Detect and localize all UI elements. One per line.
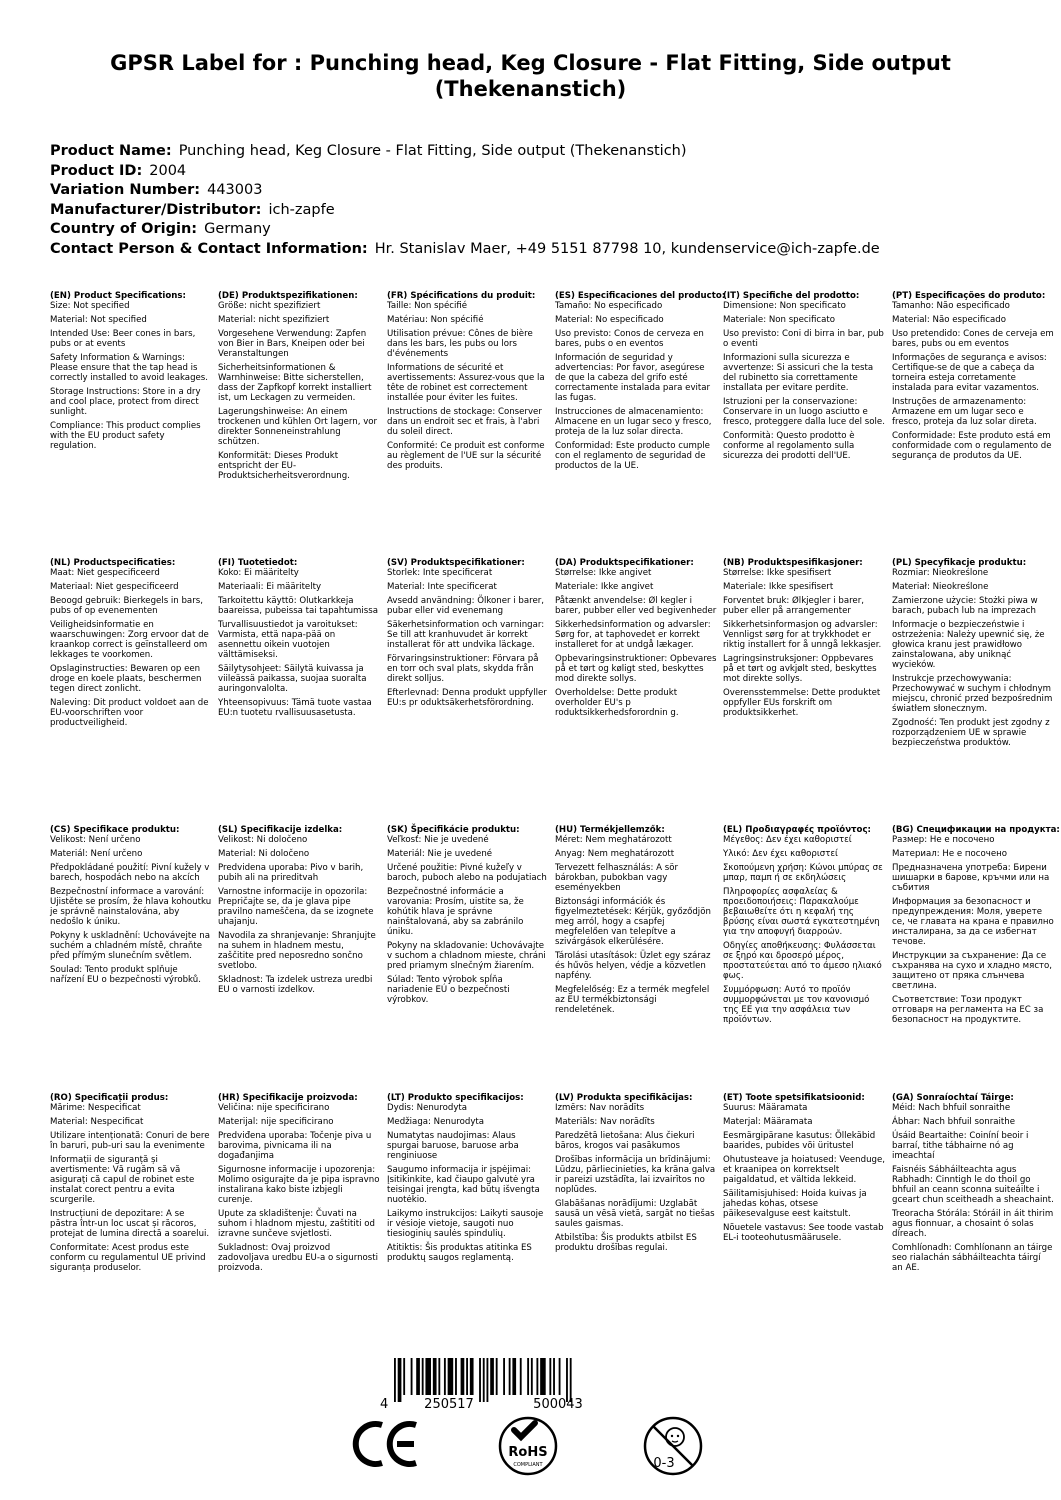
field-label: Country of Origin: bbox=[50, 221, 198, 237]
age-label: 0-3 bbox=[653, 1456, 675, 1471]
spec-block bbox=[387, 558, 549, 712]
barcode-bars bbox=[394, 1358, 572, 1402]
barcode-bar bbox=[444, 1358, 446, 1395]
spec-block-line: Påtænkt anvendelse: Øl kegler i barer, pubber eller ved begivenheder bbox=[555, 596, 717, 616]
spec-block-line: Matériau: Non spécifié bbox=[387, 315, 484, 325]
rohs-compliant-label: COMPLIANT bbox=[513, 1462, 543, 1468]
spec-block-line: Съответствие: Този продукт отговаря на регламента на ЕС за безопасност на продуктите. bbox=[892, 995, 1044, 1025]
barcode-bar bbox=[398, 1358, 402, 1402]
spec-block-line: Materiaal: Niet gespecificeerd bbox=[50, 582, 179, 592]
spec-block-heading: (EN) Product Specifications: bbox=[50, 291, 186, 301]
spec-block bbox=[218, 825, 380, 999]
spec-block-line: Dimensione: Non specificato bbox=[723, 301, 846, 311]
barcode-bar bbox=[433, 1358, 437, 1395]
spec-block-line: Material: No especificado bbox=[555, 315, 664, 325]
spec-block-heading: (FI) Tuotetiedot: bbox=[218, 558, 298, 568]
spec-block-line: Safety Information & Warnings: Please ensure that the tap head is correctly installed to avoid leakages. bbox=[50, 353, 209, 383]
spec-block-line: Compliance: This product complies with the EU product safety regulation. bbox=[50, 421, 201, 451]
barcode-bar bbox=[422, 1358, 424, 1395]
product-id-row bbox=[50, 162, 1010, 182]
spec-block-line: Οδηγίες αποθήκευσης: Φυλάσσεται σε ξηρό και δροσερό μέρος, προστατεύεται από το άμεσο ηλιακό φως. bbox=[723, 941, 882, 981]
barcode-bar bbox=[509, 1358, 511, 1395]
barcode-bar bbox=[487, 1358, 489, 1402]
spec-block bbox=[723, 558, 885, 722]
variation-number-value: 443003 bbox=[207, 182, 263, 198]
spec-block-heading: (DA) Produktspecifikationer: bbox=[555, 558, 694, 568]
spec-block-line: Paredzētā lietošana: Alus čiekuri bāros, krogos vai pasākumos bbox=[555, 1131, 695, 1151]
spec-block bbox=[892, 1093, 1054, 1277]
spec-block-line: Materiál: Není určeno bbox=[50, 849, 143, 859]
spec-block-heading: (LV) Produkta specifikācijas: bbox=[555, 1093, 693, 1103]
spec-block-line: Koko: Ei määritelty bbox=[218, 568, 299, 578]
spec-block bbox=[555, 1093, 717, 1257]
spec-block-line: Material: nicht spezifiziert bbox=[218, 315, 330, 325]
spec-block-line: Saugumo informacija ir įspėjimai: Įsitikinkite, kad čiaupo galvutė yra teisingai įrengta, kad būtų išvengta nuotėkio. bbox=[387, 1165, 540, 1205]
product-name-value: Punching head, Keg Closure - Flat Fitting, Side output (Thekenanstich) bbox=[178, 143, 687, 159]
spec-block bbox=[555, 291, 726, 475]
spec-block-line: Yhteensopivuus: Tämä tuote vastaa EU:n tuotetu rvallisuusasetusta. bbox=[218, 698, 372, 718]
spec-block-line: Numatytas naudojimas: Alaus spurgai baruose, baruose arba renginiuose bbox=[387, 1131, 519, 1161]
spec-block-line: Materiāls: Nav norādīts bbox=[555, 1117, 655, 1127]
spec-block-line: Soulad: Tento produkt splňuje nařízení EU o bezpečnosti výrobků. bbox=[50, 965, 201, 985]
spec-block-line: Pokyny k uskladnění: Uchovávejte na suchém a chladném místě, chraňte před přímým slunečním světlem. bbox=[50, 931, 210, 961]
barcode-bar bbox=[479, 1358, 481, 1402]
ce-mark bbox=[352, 1415, 422, 1477]
spec-block-line: Materijal: nije specificirano bbox=[218, 1117, 334, 1127]
spec-block-heading: (HR) Specifikacije proizvoda: bbox=[218, 1093, 358, 1103]
spec-block-line: Materiaali: Ei määritelty bbox=[218, 582, 322, 592]
barcode-bar bbox=[531, 1358, 533, 1395]
product-info bbox=[50, 142, 1010, 259]
barcode-bar bbox=[466, 1358, 468, 1395]
spec-block-line: Uso previsto: Conos de cerveza en bares, pubs o en eventos bbox=[555, 329, 704, 349]
barcode-digits-right: 500043 bbox=[533, 1397, 583, 1412]
rohs-mark bbox=[497, 1415, 559, 1481]
spec-block-heading: (ET) Toote spetsifikatsioonid: bbox=[723, 1093, 865, 1103]
country-row bbox=[50, 220, 1010, 240]
spec-block-heading: (NB) Produktspesifikasjoner: bbox=[723, 558, 863, 568]
spec-block-line: Μέγεθος: Δεν έχει καθοριστεί bbox=[723, 835, 852, 845]
spec-block-line: Navodila za shranjevanje: Shranjujte na suhem in hladnem mestu, zaščitite pred neposredno sončno svetlobo. bbox=[218, 931, 376, 971]
spec-block-heading: (RO) Specificații produs: bbox=[50, 1093, 169, 1103]
spec-block-line: Taille: Non spécifié bbox=[387, 301, 468, 311]
spec-block-line: Materiale: Ikke spesifisert bbox=[723, 582, 834, 592]
spec-block-heading: (IT) Specifiche del prodotto: bbox=[723, 291, 860, 301]
spec-block bbox=[50, 1093, 212, 1277]
spec-block-line: Zamierzone użycie: Stożki piwa w barach, pubach lub na imprezach bbox=[892, 596, 1038, 616]
spec-block-line: Drošības informācija un brīdinājumi: Lūdzu, pārliecinieties, ka krāna galva ir pareizi uzstādīta, lai izvairītos no noplūdes. bbox=[555, 1155, 716, 1195]
spec-block-line: Информация за безопасност и предупреждения: Моля, уверете се, че главата на крана е правилно инсталирана, за да се избегнат течове. bbox=[892, 897, 1054, 947]
spec-block-heading: (BG) Спецификации на продукта: bbox=[892, 825, 1060, 835]
spec-block-line: Säilitamisjuhised: Hoida kuivas ja jahedas kohas, otsese päikesevalguse eest kaitstult. bbox=[723, 1189, 867, 1219]
spec-block-line: Ábhar: Nach bhfuil sonraithe bbox=[892, 1117, 1016, 1127]
barcode-bar bbox=[448, 1358, 454, 1395]
spec-block-line: Ohutusteave ja hoiatused: Veenduge, et kraanipea on korrektselt paigaldatud, et vältida lekkeid. bbox=[723, 1155, 885, 1185]
spec-block-line: Overholdelse: Dette produkt overholder EU's p roduktsikkerhedsforordnin g. bbox=[555, 688, 679, 718]
rohs-icon bbox=[497, 1415, 559, 1477]
spec-block-line: Tamanho: Não especificado bbox=[892, 301, 1010, 311]
barcode-bar bbox=[520, 1358, 522, 1395]
spec-block-heading: (GA) Sonraíochtaí Táirge: bbox=[892, 1093, 1014, 1103]
spec-block-line: Tárolási utasítások: Üzlet egy száraz és hűvös helyen, védje a közvetlen napfény. bbox=[555, 951, 711, 981]
barcode-bar bbox=[411, 1358, 413, 1395]
barcode-bar bbox=[503, 1358, 505, 1395]
spec-block-line: Säkerhetsinformation och varningar: Se till att kranhuvudet är korrekt installerat för att undvika läckage. bbox=[387, 620, 545, 650]
spec-block-line: Información de seguridad y advertencias: Por favor, asegúrese de que la cabeza del grifo esté correctamente instalada para evitar las fugas. bbox=[555, 353, 711, 403]
barcode-bar bbox=[416, 1358, 420, 1395]
spec-block-line: Tarkoitettu käyttö: Olutkarkkeja baareissa, pubeissa tai tapahtumissa bbox=[218, 596, 379, 616]
spec-block-line: Uso previsto: Coni di birra in bar, pub o eventi bbox=[723, 329, 884, 349]
barcode-digit-first: 4 bbox=[380, 1397, 389, 1412]
spec-block-line: Bezpečnostné informácie a varovania: Prosím, uistite sa, že kohútik hlava je správne nainštalovaná, aby sa zabránilo úniku. bbox=[387, 887, 524, 937]
spec-block-line: Informações de segurança e avisos: Certifique-se de que a cabeça da torneira esteja corretamente instalada para evitar vazamentos. bbox=[892, 353, 1047, 393]
spec-block-line: Dydis: Nenurodyta bbox=[387, 1103, 468, 1113]
barcode-bar bbox=[553, 1358, 555, 1395]
product-name-row bbox=[50, 142, 1010, 162]
spec-block-line: Upute za skladištenje: Čuvati na suhom i hladnom mjestu, zaštititi od izravne sunčeve svjetlosti. bbox=[218, 1209, 375, 1239]
spec-block-heading: (ES) Especificaciones del producto: bbox=[555, 291, 726, 301]
contact-value: Hr. Stanislav Maer, +49 5151 87798 10, kundenservice@ich-zapfe.de bbox=[374, 240, 880, 257]
spec-block bbox=[892, 558, 1054, 752]
spec-block bbox=[387, 825, 549, 1009]
spec-block-line: Instrukcje przechowywania: Przechowywać w suchym i chłodnym miejscu, chronić przed bezpośrednim światłem słonecznym. bbox=[892, 674, 1053, 714]
spec-block-line: Conformità: Questo prodotto è conforme al regolamento sulla sicurezza dei prodotti dell'UE. bbox=[723, 431, 855, 461]
spec-block-line: Velikost: Ni določeno bbox=[218, 835, 308, 845]
spec-block-line: Predviđena uporaba: Točenje piva u barovima, pivnicama ili na događanjima bbox=[218, 1131, 372, 1161]
barcode-bar bbox=[403, 1358, 405, 1395]
spec-block-line: Treoracha Stórála: Stóráil in áit thirim agus fionnuar, a chosaint ó solas díreach. bbox=[892, 1209, 1054, 1239]
barcode-bar bbox=[394, 1358, 396, 1402]
spec-block-line: Vorgesehene Verwendung: Zapfen von Bier in Bars, Kneipen oder bei Veranstaltungen bbox=[218, 329, 367, 359]
spec-block-line: Veličina: nije specificirano bbox=[218, 1103, 330, 1113]
spec-block-line: Zgodność: Ten produkt jest zgodny z rozporządzeniem UE w sprawie bezpieczeństwa produktów. bbox=[892, 718, 1050, 748]
spec-block-line: Materjal: Määramata bbox=[723, 1117, 813, 1127]
spec-block-line: Material: Nespecificat bbox=[50, 1117, 144, 1127]
rohs-label: RoHS bbox=[508, 1445, 548, 1460]
spec-block bbox=[723, 291, 885, 465]
spec-block-line: Faisnéis Sábháilteachta agus Rabhadh: Cinntigh le do thoil go bhfuil an ceann sconna suiteáilte i gceart chun sceitheadh a sheachaint. bbox=[892, 1165, 1054, 1205]
spec-block-line: Konformität: Dieses Produkt entspricht der EU-Produktsicherheitsverordnung. bbox=[218, 451, 350, 481]
spec-block-line: Materiale: Non specificato bbox=[723, 315, 836, 325]
spec-block-line: Informations de sécurité et avertissements: Assurez-vous que la tête de robinet est correctement installée pour éviter les fuites. bbox=[387, 363, 545, 403]
contact-row bbox=[50, 240, 1010, 260]
spec-block-line: Instruções de armazenamento: Armazene em um lugar seco e fresco, proteja da luz solar direta. bbox=[892, 397, 1037, 427]
barcode-bar bbox=[496, 1358, 498, 1395]
barcode bbox=[378, 1358, 632, 1412]
page-title: GPSR Label for : Punching head, Keg Closure - Flat Fitting, Side output (Thekenanstich) bbox=[110, 51, 951, 101]
spec-block bbox=[218, 291, 380, 485]
spec-block-line: Størrelse: Ikke angivet bbox=[555, 568, 652, 578]
spec-block-heading: (PL) Specyfikacje produktu: bbox=[892, 558, 1027, 568]
spec-block-heading: (SV) Produktspecifikationer: bbox=[387, 558, 525, 568]
manufacturer-value: ich-zapfe bbox=[268, 201, 335, 218]
spec-block-line: Conformidade: Este produto está em conformidade com o regulamento de segurança de produtos da UE. bbox=[892, 431, 1052, 461]
spec-block-line: Mărime: Nespecificat bbox=[50, 1103, 141, 1113]
spec-block-line: Informații de siguranță și avertismente: Vă rugăm să vă asigurați că capul de robinet este instalat corect pentru a evita scurgerile. bbox=[50, 1155, 195, 1205]
spec-block-line: Beoogd gebruik: Bierkegels in bars, pubs of op evenementen bbox=[50, 596, 203, 616]
spec-block bbox=[555, 558, 717, 722]
spec-block-heading: (SK) Špecifikácie produktu: bbox=[387, 825, 520, 835]
spec-block bbox=[50, 291, 212, 455]
spec-block-line: Conformidad: Este producto cumple con el reglamento de seguridad de productos de la UE. bbox=[555, 441, 710, 471]
spec-block bbox=[723, 825, 885, 1029]
spec-block bbox=[218, 558, 380, 722]
spec-block-line: Úsáid Beartaithe: Coiníní beoir i barraí, tithe tábhairne nó ag imeachtaí bbox=[892, 1131, 1029, 1161]
spec-block-line: Turvallisuustiedot ja varoitukset: Varmista, että napa-pää on asennettu oikein vuotojen välttämiseksi. bbox=[218, 620, 358, 660]
spec-block-line: Material: Ni določeno bbox=[218, 849, 310, 859]
spec-block-line: Conformitate: Acest produs este conform cu regulamentul UE privind siguranța produselor. bbox=[50, 1243, 206, 1273]
spec-block-heading: (CS) Specifikace produktu: bbox=[50, 825, 180, 835]
spec-block-line: Material: Inte specificerat bbox=[387, 582, 497, 592]
spec-block-line: Sicherheitsinformationen & Warnhinweise: Bitte sicherstellen, dass der Zapfkopf korrekt installiert ist, um Leckagen zu vermeiden. bbox=[218, 363, 372, 403]
spec-block-line: Súlad: Tento výrobok spĺňa nariadenie EÚ o bezpečnosti výrobkov. bbox=[387, 975, 510, 1005]
spec-block bbox=[50, 825, 212, 989]
spec-block-line: Veľkosť: Nie je uvedené bbox=[387, 835, 489, 845]
spec-block-line: Uso pretendido: Cones de cerveja em bares, pubs ou em eventos bbox=[892, 329, 1054, 349]
spec-block bbox=[218, 1093, 380, 1277]
spec-block-line: Tervezett felhasználás: A sör bárokban, pubokban vagy eseményekben bbox=[555, 863, 679, 893]
barcode-bar bbox=[540, 1358, 546, 1395]
spec-block-line: Sikkerhedsinformation og advarsler: Sørg for, at taphovedet er korrekt installeret for at undgå lækager. bbox=[555, 620, 711, 650]
spec-block bbox=[50, 558, 212, 732]
barcode-bar bbox=[438, 1358, 440, 1395]
spec-block-heading: (DE) Produktspezifikationen: bbox=[218, 291, 358, 301]
spec-block-heading: (SL) Specifikacije izdelka: bbox=[218, 825, 343, 835]
spec-block-line: Forventet bruk: Ølkjegler i barer, puber eller på arrangementer bbox=[723, 596, 864, 616]
spec-block-line: Σκοπούμενη χρήση: Κώνοι μπύρας σε μπαρ, παμπ ή σε εκδηλώσεις bbox=[723, 863, 883, 883]
manufacturer-row bbox=[50, 201, 1010, 221]
barcode-bar bbox=[470, 1358, 474, 1395]
country-value: Germany bbox=[204, 221, 271, 237]
spec-block-line: Laikymo instrukcijos: Laikyti sausoje ir vėsioje vietoje, saugoti nuo tiesioginių saulės spindulių. bbox=[387, 1209, 544, 1239]
spec-block-line: Opbevaringsinstruktioner: Opbevares på et tørt og køligt sted, beskyttes mod direkte sollys. bbox=[555, 654, 717, 684]
spec-block-line: Anyag: Nem meghatározott bbox=[555, 849, 675, 859]
spec-block bbox=[892, 291, 1054, 465]
age-warning-icon bbox=[642, 1415, 704, 1477]
barcode-bar bbox=[527, 1358, 529, 1395]
spec-block-line: Материал: Не е посочено bbox=[892, 849, 1008, 859]
spec-block-line: Pokyny na skladovanie: Uchovávajte v suchom a chladnom mieste, chráni pred priamym slnečným žiarením. bbox=[387, 941, 546, 971]
spec-block-line: Sukladnost: Ovaj proizvod zadovoljava uredbu EU-a o sigurnosti proizvoda. bbox=[218, 1243, 379, 1273]
spec-block-heading: (HU) Termékjellemzők: bbox=[555, 825, 665, 835]
spec-block-line: Maat: Niet gespecificeerd bbox=[50, 568, 160, 578]
spec-block-line: Materiál: Nie je uvedené bbox=[387, 849, 493, 859]
spec-block-line: Předpokládané použití: Pivní kužely v barech, hospodách nebo na akcích bbox=[50, 863, 210, 883]
spec-block-line: Overensstemmelse: Dette produktet oppfyller EUs forskrift om produktsikkerhet. bbox=[723, 688, 881, 718]
spec-block-line: Säilytysohjeet: Säilytä kuivassa ja viileässä paikassa, suojaa suoralta auringonvalolta. bbox=[218, 664, 367, 694]
product-id-value: 2004 bbox=[149, 162, 187, 179]
spec-block-heading: (LT) Produkto specifikacijos: bbox=[387, 1093, 524, 1103]
spec-block-line: Medžiaga: Nenurodyta bbox=[387, 1117, 485, 1127]
spec-block-line: Eesmärgipärane kasutus: Õllekäbid baarides, pubides või üritustel bbox=[723, 1131, 876, 1151]
spec-block-line: Size: Not specified bbox=[50, 301, 130, 311]
spec-block-line: Размер: Не е посочено bbox=[892, 835, 995, 845]
spec-block-line: Υλικό: Δεν έχει καθοριστεί bbox=[723, 849, 838, 859]
spec-block-line: Storlek: Inte specificerat bbox=[387, 568, 493, 578]
spec-block-line: Sigurnosne informacije i upozorenja: Molimo osigurajte da je pipa ispravno instalirana kako biste izbjegli curenje. bbox=[218, 1165, 380, 1205]
spec-block-line: Material: Não especificado bbox=[892, 315, 1006, 325]
spec-block-line: Varnostne informacije in opozorila: Prepričajte se, da je glava pipe pravilno nameščena, da se izognete uhajanju. bbox=[218, 887, 374, 927]
spec-block-heading: (PT) Especificações do produto: bbox=[892, 291, 1046, 301]
spec-block bbox=[723, 1093, 885, 1247]
spec-block-heading: (EL) Προδιαγραφές προϊόντος: bbox=[723, 825, 871, 835]
spec-block-line: Biztonsági információk és figyelmeztetések: Kérjük, győződjön meg arról, hogy a csapfej megfelelően van telepítve a szivárgások elkerülésére. bbox=[555, 897, 711, 947]
barcode-bar bbox=[490, 1358, 494, 1395]
spec-block-line: Izmērs: Nav norādīts bbox=[555, 1103, 645, 1113]
spec-block-line: Lagringsinstruksjoner: Oppbevares på et tørt og avkjølt sted, beskyttes mot direkte sollys. bbox=[723, 654, 877, 684]
field-label: Product Name: bbox=[50, 143, 172, 159]
spec-block-line: Instrucțiuni de depozitare: A se păstra într-un loc uscat și răcoros, protejat de lumina directă a soarelui. bbox=[50, 1209, 210, 1239]
field-label: Product ID: bbox=[50, 162, 143, 179]
spec-block-line: Materiale: Ikke angivet bbox=[555, 582, 654, 592]
spec-block-line: Predvidena uporaba: Pivo v barih, pubih ali na prireditvah bbox=[218, 863, 364, 883]
spec-block-line: Sikkerhetsinformasjon og advarsler: Vennligst sørg for at trykkhodet er riktig installert for å unngå lekkasjer. bbox=[723, 620, 882, 650]
spec-block-line: Informazioni sulla sicurezza e avvertenze: Si assicuri che la testa del rubinetto sia correttamente installata per evitare perdite. bbox=[723, 353, 874, 393]
barcode-bar bbox=[570, 1358, 572, 1402]
barcode-bar bbox=[566, 1358, 568, 1402]
barcode-bar bbox=[425, 1358, 431, 1395]
field-label: Variation Number: bbox=[50, 182, 201, 198]
barcode-bar bbox=[512, 1358, 516, 1395]
spec-block-line: Größe: nicht spezifiziert bbox=[218, 301, 321, 311]
spec-block-line: Инструкции за съхранение: Да се съхранява на сухо и хладно място, защитено от пряка слънчева светлина. bbox=[892, 951, 1053, 991]
spec-block bbox=[387, 1093, 549, 1267]
ce-mark-icon bbox=[352, 1415, 422, 1473]
variation-number-row bbox=[50, 181, 1010, 201]
spec-block-line: Utilisation prévue: Cônes de bière dans les bars, les pubs ou lors d'événements bbox=[387, 329, 533, 359]
field-label: Contact Person & Contact Information: bbox=[50, 240, 368, 257]
spec-block-line: Glabāšanas norādījumi: Uzglabāt sausā un vēsā vietā, sargāt no tiešas saules gaismas. bbox=[555, 1199, 715, 1229]
barcode-bar bbox=[536, 1358, 538, 1395]
spec-block-line: Megfelelőség: Ez a termék megfelel az EU termékbiztonsági rendeletének. bbox=[555, 985, 710, 1015]
spec-block bbox=[387, 291, 549, 475]
spec-block-line: Lagerungshinweise: An einem trockenen und kühlen Ort lagern, vor direkter Sonneneinstrahlung schützen. bbox=[218, 407, 378, 447]
spec-block-line: Istruzioni per la conservazione: Conservare in un luogo asciutto e fresco, proteggere dalla luce del sole. bbox=[723, 397, 885, 427]
spec-block-line: Størrelse: Ikke spesifisert bbox=[723, 568, 832, 578]
spec-block-line: Atbilstība: Šis produkts atbilst ES produktu drošības regulai. bbox=[555, 1233, 697, 1253]
spec-block-line: Comhlíonadh: Comhlíonann an táirge seo rialachán sábháilteachta táirgí an AE. bbox=[892, 1243, 1053, 1273]
spec-block-line: Opslaginstructies: Bewaren op een droge en koele plaats, beschermen tegen direct zonlicht. bbox=[50, 664, 202, 694]
spec-block-heading: (FR) Spécifications du produit: bbox=[387, 291, 536, 301]
spec-block-line: Veiligheidsinformatie en waarschuwingen: Zorg ervoor dat de kraankop correct is geïnstalleerd om lekkages te voorkomen. bbox=[50, 620, 209, 660]
spec-block-line: Informacje o bezpieczeństwie i ostrzeżenia: Należy upewnić się, że głowica kranu jest prawidłowo zainstalowana, aby uniknąć wycieków. bbox=[892, 620, 1045, 670]
spec-block-line: Nõuetele vastavus: See toode vastab EL-i tooteohutusmäärusele. bbox=[723, 1223, 884, 1243]
spec-block-line: Utilizare intenționată: Conuri de bere în baruri, pub-uri sau la evenimente bbox=[50, 1131, 210, 1151]
spec-block-line: Instrucciones de almacenamiento: Almacene en un lugar seco y fresco, proteja de la luz solar directa. bbox=[555, 407, 712, 437]
spec-block-line: Atitiktis: Šis produktas atitinka ES produktų saugos reglamentą. bbox=[387, 1243, 532, 1263]
spec-block-line: Conformité: Ce produit est conforme au règlement de l'UE sur la sécurité des produits. bbox=[387, 441, 545, 471]
spec-block-line: Intended Use: Beer cones in bars, pubs or at events bbox=[50, 329, 196, 349]
barcode-bar bbox=[483, 1358, 485, 1402]
spec-block-line: Storage Instructions: Store in a dry and cool place, protect from direct sunlight. bbox=[50, 387, 201, 417]
spec-block-line: Méid: Nach bhfuil sonraithe bbox=[892, 1103, 1011, 1113]
spec-block-line: Skladnost: Ta izdelek ustreza uredbi EU o varnosti izdelkov. bbox=[218, 975, 373, 995]
spec-block-line: Avsedd användning: Ölkoner i barer, pubar eller vid evenemang bbox=[387, 596, 545, 616]
spec-block-line: Tamaño: No especificado bbox=[555, 301, 663, 311]
barcode-bar bbox=[461, 1358, 465, 1395]
spec-block-line: Συμμόρφωση: Αυτό το προϊόν συμμορφώνεται με τον κανονισμό της ΕΕ για την ασφάλεια των προϊόντων. bbox=[723, 985, 870, 1025]
barcode-bar bbox=[559, 1358, 561, 1395]
field-label: Manufacturer/Distributor: bbox=[50, 201, 262, 218]
spec-block-line: Förvaringsinstruktioner: Förvara på en torr och sval plats, skydda från direkt solljus. bbox=[387, 654, 539, 684]
spec-block-line: Πληροφορίες ασφαλείας & προειδοποιήσεις: Παρακαλούμε βεβαιωθείτε ότι η κεφαλή της βρύσης είναι σωστά εγκατεστημένη για την αποφυγή διαρροών. bbox=[723, 887, 880, 937]
spec-block-line: Méret: Nem meghatározott bbox=[555, 835, 672, 845]
barcode-bar bbox=[455, 1358, 457, 1395]
spec-block-line: Rozmiar: Nieokreślone bbox=[892, 568, 989, 578]
spec-block-line: Material: Not specified bbox=[50, 315, 147, 325]
age-warning-mark bbox=[642, 1415, 704, 1481]
spec-block-line: Instructions de stockage: Conserver dans un endroit sec et frais, à l'abri du soleil direct. bbox=[387, 407, 542, 437]
spec-block-line: Bezpečnostní informace a varování: Ujistěte se prosím, že hlava kohoutku je správně nainstalována, aby nedošlo k úniku. bbox=[50, 887, 212, 927]
barcode-digits-left: 250517 bbox=[424, 1397, 474, 1412]
spec-block-line: Suurus: Määramata bbox=[723, 1103, 808, 1113]
spec-block-line: Určené použitie: Pivné kužeľy v baroch, puboch alebo na podujatiach bbox=[387, 863, 547, 883]
spec-block-line: Efterlevnad: Denna produkt uppfyller EU:s pr oduktsäkerhetsförordning. bbox=[387, 688, 547, 708]
spec-block bbox=[555, 825, 717, 1019]
spec-block-line: Naleving: Dit product voldoet aan de EU-voorschriften voor productveiligheid. bbox=[50, 698, 209, 728]
spec-block bbox=[892, 825, 1060, 1029]
spec-block-heading: (NL) Productspecificaties: bbox=[50, 558, 176, 568]
spec-block-line: Velikost: Není určeno bbox=[50, 835, 141, 845]
barcode-bar bbox=[549, 1358, 551, 1395]
spec-block-line: Materiał: Nieokreślone bbox=[892, 582, 989, 592]
spec-block-line: Предназначена употреба: Бирени шишарки в барове, кръчми или на събития bbox=[892, 863, 1050, 893]
